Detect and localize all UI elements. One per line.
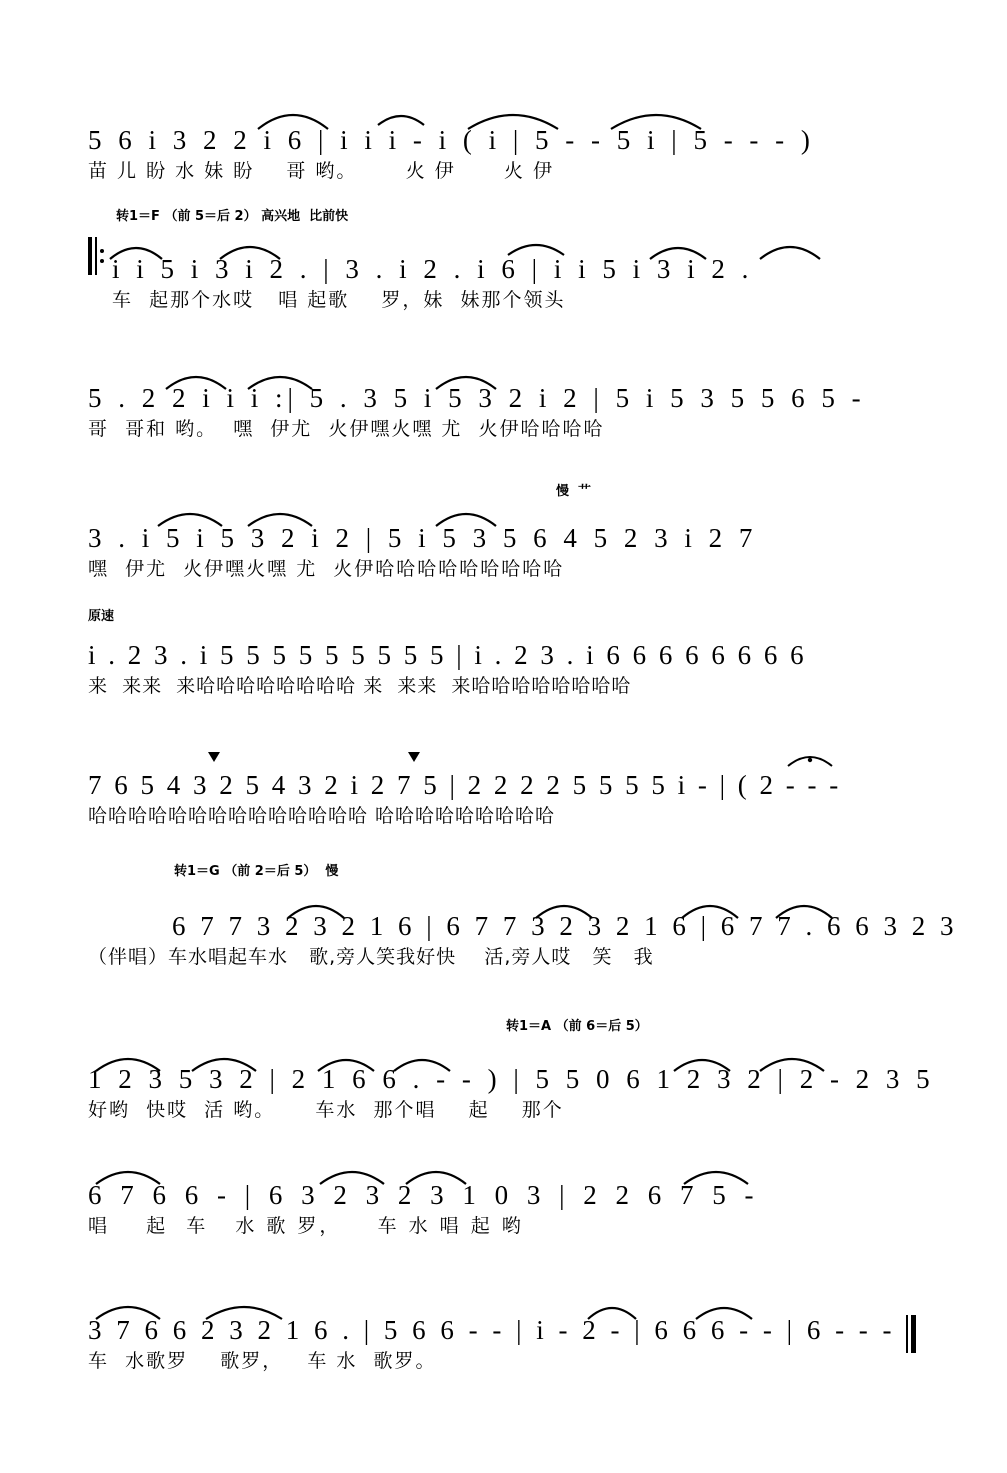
lyric-row: 车 起那个水哎 唱 起歌 罗，妹 妹那个领头 (112, 289, 566, 311)
tempo-mark-original-speed: 原速 (88, 609, 115, 624)
note-row: 5 . 2 2 i i i :| 5 . 3 5 i 5 3 2 i 2 | 5 i 5 3 5 5 6 5 - (88, 383, 866, 413)
lyric-row: 苗 儿 盼 水 妹 盼 哥 哟。 火 伊 火 伊 (88, 160, 554, 182)
note-row: 5 6 i 3 2 2 i 6 | i i i - i ( i | 5 - - 5 i | 5 - - - ) (88, 125, 815, 155)
music-system-1 (88, 95, 928, 183)
music-system-6 (88, 740, 928, 828)
tempo-key-mark: 转1＝A （前 6＝后 5） (506, 1019, 648, 1034)
lyric-row: 唱 起 车 水 歌 罗， 车 水 唱 起 哟 (88, 1215, 524, 1237)
lyric-row: 好哟 快哎 活 哟。 车水 那个唱 起 那个 (88, 1099, 564, 1121)
music-system-7 (88, 860, 958, 969)
note-row: 7 6 5 4 3 2 5 4 3 2 i 2 7 5 | 2 2 2 2 5 5 5 5 i - | ( 2 - - - (88, 770, 842, 800)
note-row: 3 . i 5 i 5 3 2 i 2 | 5 i 5 3 5 6 4 5 2 3 i 2 7 (88, 523, 758, 553)
note-row: i . 2 3 . i 5 5 5 5 5 5 5 5 5 | i . 2 3 . i 6 6 6 6 6 6 6 6 (88, 640, 807, 670)
note-row: 3 7 6 6 2 3 2 1 6 . | 5 6 6 - - | i - 2 - | 6 6 6 - - | 6 - - - (88, 1315, 896, 1345)
final-barline (906, 1315, 918, 1353)
tempo-key-mark: 转1＝G （前 2＝后 5） 慢 (174, 864, 339, 879)
music-system-9 (88, 1150, 928, 1238)
music-system-2 (88, 205, 928, 312)
music-system-8 (88, 1015, 935, 1122)
lyric-row: （伴唱）车水唱起车水 歌,旁人笑我好快 活,旁人哎 笑 我 (88, 946, 654, 968)
lyric-row: 哈哈哈哈哈哈哈哈哈哈哈哈哈哈 哈哈哈哈哈哈哈哈哈 (88, 805, 556, 827)
music-system-4 (88, 480, 928, 581)
lyric-row: 车 水歌罗 歌罗， 车 水 歌罗。 (88, 1350, 437, 1372)
note-row: 6 7 6 6 - | 6 3 2 3 2 3 1 0 3 | 2 2 6 7 5 - (88, 1180, 760, 1210)
music-system-10 (88, 1285, 928, 1373)
lyric-row: 嘿 伊尤 火伊嘿火嘿 尤 火伊哈哈哈哈哈哈哈哈哈 (88, 558, 565, 580)
music-system-3 (88, 355, 928, 441)
lyric-row: 哥 哥和 哟。 嘿 伊尤 火伊嘿火嘿 尤 火伊哈哈哈哈 (88, 418, 605, 440)
tempo-mark: 慢 艹 (556, 484, 592, 499)
music-system-5 (88, 605, 928, 698)
lyric-row: 来 来来 来哈哈哈哈哈哈哈哈 来 来来 来哈哈哈哈哈哈哈哈 (88, 675, 632, 697)
tempo-key-mark: 转1＝F （前 5＝后 2） 高兴地 比前快 (116, 209, 349, 224)
note-row: 1 2 3 5 3 2 | 2 1 6 6 . - - ) | 5 5 0 6 1 2 3 2 | 2 - 2 3 5 (88, 1064, 935, 1094)
note-row: 6 7 7 3 2 3 2 1 6 | 6 7 7 3 2 3 2 1 6 | 6 7 7 . 6 6 3 2 3 (172, 911, 958, 941)
note-row: i i 5 i 3 i 2 . | 3 . i 2 . i 6 | i i 5 i 3 i 2 . (112, 254, 754, 284)
